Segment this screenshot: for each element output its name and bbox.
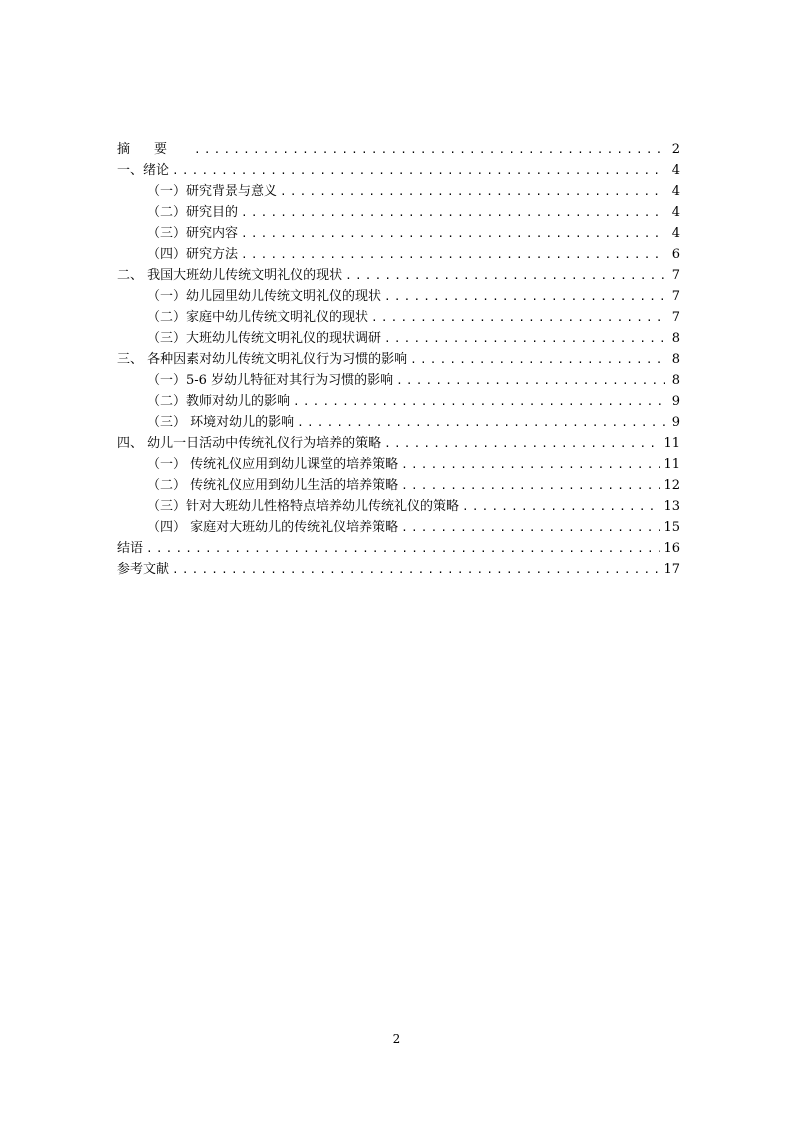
toc-entry-title: （三）大班幼儿传统文明礼仪的现状调研 <box>147 331 382 346</box>
toc-entry-2-3[interactable] <box>117 328 680 349</box>
toc-entry-4-2[interactable] <box>117 475 680 496</box>
toc-entry-references[interactable] <box>117 559 680 580</box>
toc-dot-leader <box>384 433 660 454</box>
toc-entry-page: 9 <box>671 415 680 430</box>
toc-entry-title: （二）研究目的 <box>147 205 239 220</box>
toc-entry-page: 7 <box>671 268 680 283</box>
toc-entry-introduction[interactable] <box>117 160 680 181</box>
toc-entry-title: （二）家庭中幼儿传统文明礼仪的现状 <box>147 310 369 325</box>
toc-dot-leader <box>401 475 660 496</box>
toc-entry-title: （四）研究方法 <box>147 247 239 262</box>
toc-entry-chapter-4[interactable] <box>117 433 680 454</box>
toc-entry-page: 9 <box>671 394 680 409</box>
toc-entry-page: 6 <box>671 247 680 262</box>
toc-entry-title: 结语 <box>117 541 144 556</box>
toc-entry-page: 7 <box>671 289 680 304</box>
toc-entry-page: 11 <box>663 457 680 472</box>
toc-dot-leader <box>241 223 665 244</box>
toc-entry-title: （一） 传统礼仪应用到幼儿课堂的培养策略 <box>147 457 399 472</box>
toc-entry-abstract[interactable] <box>117 139 680 160</box>
toc-dot-leader <box>462 496 660 517</box>
toc-dot-leader <box>293 391 665 412</box>
toc-entry-page: 8 <box>671 373 680 388</box>
toc-entry-title: 参考文献 <box>117 562 170 577</box>
toc-entry-title: 二、 我国大班幼儿传统文明礼仪的现状 <box>117 268 343 283</box>
toc-entry-page: 15 <box>663 520 680 535</box>
toc-dot-leader <box>401 454 660 475</box>
toc-entry-page: 11 <box>663 436 680 451</box>
toc-entry-page: 4 <box>671 163 680 178</box>
toc-dot-leader <box>396 370 665 391</box>
toc-entry-page: 16 <box>663 541 680 556</box>
toc-entry-chapter-2[interactable] <box>117 265 680 286</box>
toc-entry-title: （二） 传统礼仪应用到幼儿生活的培养策略 <box>147 478 399 493</box>
toc-entry-page: 4 <box>671 205 680 220</box>
toc-entry-page: 13 <box>663 499 680 514</box>
toc-dot-leader <box>401 517 660 538</box>
toc-entry-1-2[interactable] <box>117 202 680 223</box>
toc-entry-3-3[interactable] <box>117 412 680 433</box>
toc-dot-leader <box>280 181 665 202</box>
toc-dot-leader <box>172 559 660 580</box>
toc-dot-leader <box>194 139 665 160</box>
toc-entry-1-3[interactable] <box>117 223 680 244</box>
toc-entry-title: 一、绪论 <box>117 163 170 178</box>
toc-entry-3-2[interactable] <box>117 391 680 412</box>
toc-dot-leader <box>371 307 665 328</box>
toc-entry-page: 8 <box>671 352 680 367</box>
toc-dot-leader <box>345 265 665 286</box>
toc-entry-4-3[interactable] <box>117 496 680 517</box>
toc-dot-leader <box>241 202 665 223</box>
toc-dot-leader <box>172 160 665 181</box>
toc-dot-leader <box>146 538 660 559</box>
toc-entry-title: （四） 家庭对大班幼儿的传统礼仪培养策略 <box>147 520 399 535</box>
toc-entry-4-1[interactable] <box>117 454 680 475</box>
toc-dot-leader <box>241 244 665 265</box>
toc-dot-leader <box>384 328 665 349</box>
toc-entry-conclusion[interactable] <box>117 538 680 559</box>
toc-entry-page: 7 <box>671 310 680 325</box>
toc-dot-leader <box>384 286 665 307</box>
toc-entry-title: （一）研究背景与意义 <box>147 184 278 199</box>
toc-entry-page: 4 <box>671 184 680 199</box>
toc-entry-title: （一）5-6 岁幼儿特征对其行为习惯的影响 <box>147 373 394 388</box>
toc-entry-3-1[interactable] <box>117 370 680 391</box>
toc-entry-title: （三） 环境对幼儿的影响 <box>147 415 295 430</box>
toc-dot-leader <box>297 412 665 433</box>
toc-entry-title: （二）教师对幼儿的影响 <box>147 394 291 409</box>
toc-entry-page: 17 <box>663 562 680 577</box>
page-number: 2 <box>392 1032 401 1046</box>
toc-entry-1-4[interactable] <box>117 244 680 265</box>
toc-entry-page: 4 <box>671 226 680 241</box>
toc-entry-title: （三）研究内容 <box>147 226 239 241</box>
toc-entry-page: 12 <box>663 478 680 493</box>
toc-entry-page: 8 <box>671 331 680 346</box>
toc-entry-2-1[interactable] <box>117 286 680 307</box>
toc-entry-2-2[interactable] <box>117 307 680 328</box>
toc-entry-title: （一）幼儿园里幼儿传统文明礼仪的现状 <box>147 289 382 304</box>
toc-entry-title: （三）针对大班幼儿性格特点培养幼儿传统礼仪的策略 <box>147 499 460 514</box>
toc-entry-1-1[interactable] <box>117 181 680 202</box>
toc-entry-chapter-3[interactable] <box>117 349 680 370</box>
toc-entry-4-4[interactable] <box>117 517 680 538</box>
toc-entry-page: 2 <box>671 142 680 157</box>
toc-entry-title: 摘要 <box>117 142 192 157</box>
toc-dot-leader <box>410 349 665 370</box>
table-of-contents <box>117 139 680 580</box>
toc-entry-title: 四、 幼儿一日活动中传统礼仪行为培养的策略 <box>117 436 382 451</box>
toc-entry-title: 三、 各种因素对幼儿传统文明礼仪行为习惯的影响 <box>117 352 408 367</box>
